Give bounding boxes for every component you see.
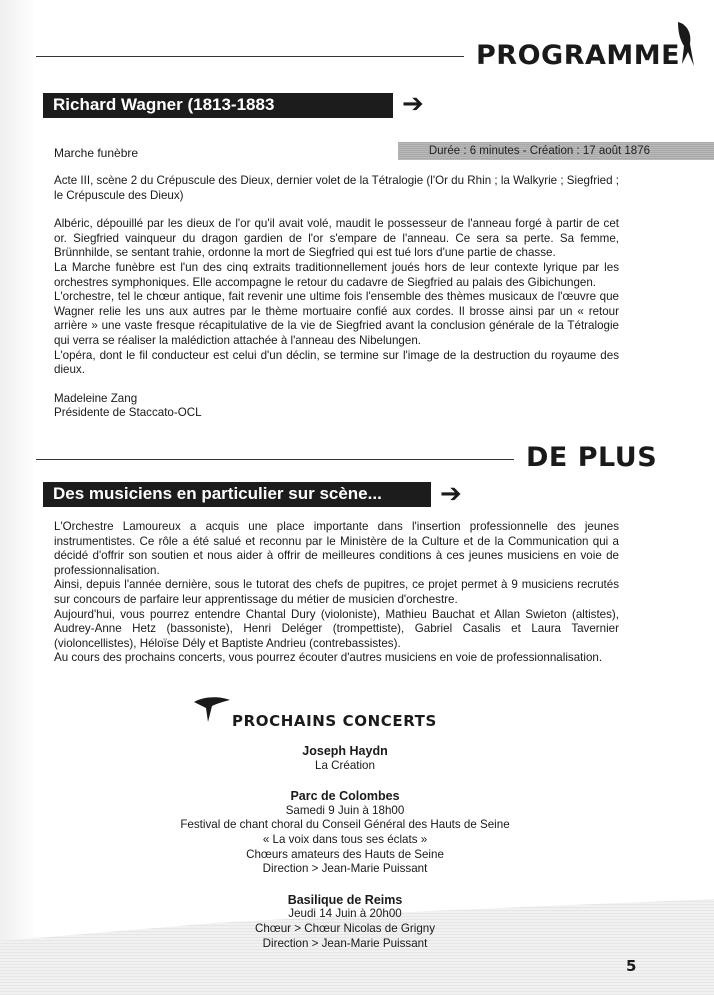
wagner-para-3: La Marche funèbre est l'un des cinq extraits traditionnellement joués hors de leur contexte lyrique par les orchestres symphoniques. Elle accompagne le retour du cadavre de Siegfried au palais des Gibichungen. xyxy=(54,260,619,289)
wagner-para-1: Acte III, scène 2 du Crépuscule des Dieux, dernier volet de la Tétralogie (l'Or du Rhin ; la Walkyrie ; Siegfried ; le Crépuscule des Dieux) xyxy=(54,174,619,202)
right-arrow-icon: ➔ xyxy=(440,479,462,509)
swallow-icon xyxy=(672,18,698,70)
right-arrow-icon: ➔ xyxy=(402,89,424,119)
work-title: Marche funèbre xyxy=(54,146,139,160)
de-plus-rule xyxy=(36,459,514,460)
musiciens-para-3: Aujourd'hui, vous pourrez entendre Chantal Dury (violoniste), Mathieu Bauchat et Allan Swieton (altistes), Audrey-Anne Hetz (bassoniste), Henri Deléger (trompettiste), Gabriel Casalis et Laura Tavernier (violoncellistes), Héloïse Dély et Baptiste Andrieu (contrebassistes). xyxy=(54,607,619,650)
musiciens-para-1: L'Orchestre Lamoureux a acquis une place importante dans l'insertion professionnelle des jeunes instrumentistes. Ce rôle a été salué et reconnu par le Ministère de la Culture et de la Communication qui a décidé d'offrir son soutien et nous aider à offrir de meilleures conditions à ces jeunes musiciens en voie de professionnalisation. xyxy=(54,520,619,577)
author-role: Présidente de Staccato-OCL xyxy=(54,406,202,420)
author-name: Madeleine Zang xyxy=(54,391,138,405)
wagner-para-2: Albéric, dépouillé par les dieux de l'or qu'il avait volé, maudit le possesseur de l'anneau forgé à partir de cet or. Siegfried vainqueur du dragon gardien de l'or s'empare de l'anneau. Ce sera sa perte. Sa femme, Brünnhilde, se sentant trahie, ordonne la mort de Siegfried qui est tué lors d'une partie de chasse. xyxy=(54,217,619,260)
composer-work: La Création xyxy=(315,758,375,772)
musiciens-para-2: Ainsi, depuis l'année dernière, sous le tutorat des chefs de pupitres, ce projet permet à 9 musiciens recrutés sur concours de parfaire leur apprentissage du métier de musicien d'orchestre. xyxy=(54,578,619,606)
wagner-title-bar: Richard Wagner (1813-1883 xyxy=(43,93,393,118)
concerts-list xyxy=(100,744,590,951)
wagner-para-4: L'orchestre, tel le chœur antique, fait revenir une ultime fois l'ensemble des thèmes musicaux de l'œuvre que Wagner relie les uns aux autres par le thème mortuaire confié aux cordes. Il brosse ainsi par un « retour arrière » une vaste fresque récapitulative de la vie de Siegfried avant la conclusion générale de la Tétralogie qui verra se réaliser la malédiction attachée à l'anneau des Nibelungen. xyxy=(54,290,619,347)
concert-2-line-2: Direction > Jean-Marie Puissant xyxy=(262,936,428,950)
concert-1-date: Samedi 9 Juin à 18h00 xyxy=(285,803,405,817)
concert-1-venue: Parc de Colombes xyxy=(290,789,400,804)
musiciens-title-bar: Des musiciens en particulier sur scène... xyxy=(43,482,431,507)
wagner-text xyxy=(54,174,619,421)
concert-2-line-1: Chœur > Chœur Nicolas de Grigny xyxy=(254,921,436,935)
prochains-concerts-heading: PROCHAINS CONCERTS xyxy=(232,712,437,730)
header-rule xyxy=(36,56,464,57)
page-number: 5 xyxy=(626,957,637,975)
concert-2-venue: Basilique de Reims xyxy=(287,892,403,907)
page-edge-shadow xyxy=(0,0,36,995)
concert-1-line-3: Chœurs amateurs des Hauts de Seine xyxy=(246,847,444,861)
concert-1-line-4: Direction > Jean-Marie Puissant xyxy=(262,862,428,876)
swallow-icon xyxy=(192,694,232,724)
musiciens-para-4: Au cours des prochains concerts, vous pourrez écouter d'autres musiciens en voie de professionnalisation. xyxy=(54,651,603,665)
wagner-para-5: L'opéra, dont le fil conducteur est celui d'un déclin, se termine sur l'image de la destruction du royaume des dieux. xyxy=(54,348,619,377)
concert-2-date: Jeudi 14 Juin à 20h00 xyxy=(288,907,402,921)
concert-1-line-2: « La voix dans tous ses éclats » xyxy=(262,832,428,846)
concert-1-line-1: Festival de chant choral du Conseil Général des Hauts de Seine xyxy=(180,818,510,832)
programme-title: PROGRAMME xyxy=(476,40,681,71)
musiciens-text xyxy=(54,520,619,666)
composer-name: Joseph Haydn xyxy=(302,744,388,758)
duration-strip: Durée : 6 minutes - Création : 17 août 1876 xyxy=(398,142,714,160)
de-plus-title: DE PLUS xyxy=(526,442,658,473)
